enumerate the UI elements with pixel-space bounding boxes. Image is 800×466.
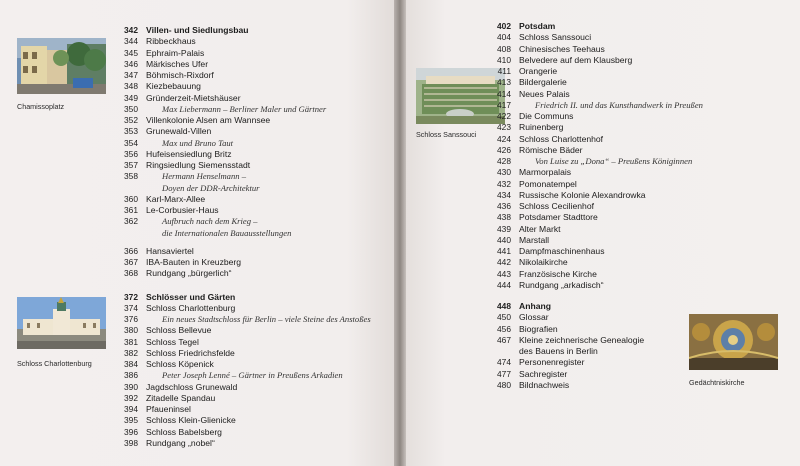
toc-page-number: 372 (124, 291, 138, 302)
toc-page-number: 342 (124, 25, 138, 35)
toc-title: Kiezbebauung (146, 81, 201, 92)
toc-page-number: 356 (124, 148, 138, 159)
toc-entry (477, 89, 800, 100)
toc-title: Aufbruch nach dem Krieg – (162, 216, 258, 227)
chamissoplatz-photo (17, 38, 106, 94)
toc-page-number: 414 (497, 88, 511, 99)
toc-entry (477, 335, 800, 346)
toc-title: Alter Markt (519, 223, 561, 234)
toc-title: Chinesisches Teehaus (519, 43, 605, 54)
toc-title: Gründerzeit-Mietshäuser (146, 92, 241, 103)
toc-title: Französische Kirche (519, 268, 597, 279)
toc-entry (104, 216, 394, 227)
toc-title: Schloss Sanssouci (519, 32, 592, 43)
toc-title: Nikolaikirche (519, 257, 568, 268)
toc-title: Bildnachweis (519, 379, 570, 390)
toc-entry (477, 246, 800, 257)
toc-title: Grunewald-Villen (146, 126, 212, 137)
toc-entry (104, 93, 394, 104)
toc-page-number: 422 (497, 111, 511, 121)
toc-title: Die Communs (519, 111, 574, 121)
toc-page-number: 428 (497, 156, 511, 166)
toc-entry (104, 370, 394, 381)
toc-title: Peter Joseph Lenné – Gärtner in Preußens Arkadien (162, 370, 343, 381)
toc-page-number: 386 (124, 370, 138, 381)
toc-page-number: 354 (124, 137, 138, 148)
toc-entry (104, 314, 394, 325)
toc-page-number: 424 (497, 133, 511, 144)
toc-entry (477, 324, 800, 335)
toc-entry (477, 100, 800, 111)
toc-title: Ephraim-Palais (146, 47, 205, 58)
toc-entry (477, 369, 800, 380)
toc-title: Anhang (519, 301, 551, 311)
toc-title: Schloss Charlottenburg (146, 302, 236, 313)
toc-title: des Bauens in Berlin (519, 346, 598, 356)
toc-title: Von Luise zu „Dona“ – Preußens Königinnen (535, 156, 693, 166)
toc-entry (104, 382, 394, 393)
toc-title: Schloss Tegel (146, 336, 199, 347)
toc-title: Rundgang „nobel“ (146, 437, 215, 448)
toc-page-number: 474 (497, 357, 511, 368)
toc-page-number: 411 (497, 66, 511, 76)
toc-entry (477, 167, 800, 178)
toc-page-number: 432 (497, 178, 511, 189)
toc-title: Marmorpalais (519, 167, 572, 178)
toc-title: Schloss Cecilienhof (519, 201, 594, 211)
toc-page-number: 345 (124, 47, 138, 58)
toc-page-number: 352 (124, 115, 138, 125)
toc-entry (477, 55, 800, 66)
toc-page-number: 408 (497, 43, 511, 54)
toc-entry (477, 301, 800, 312)
toc-title: Schloss Babelsberg (146, 426, 222, 437)
toc-page-number: 394 (124, 404, 138, 414)
toc-page-number: 450 (497, 312, 511, 323)
toc-title: Schlösser und Gärten (146, 291, 236, 302)
toc-entry (104, 48, 394, 59)
toc-title: Max Liebermann – Berliner Maler und Gärtner (162, 103, 327, 114)
toc-entry (477, 190, 800, 201)
toc-title: Hansaviertel (146, 245, 194, 256)
toc-page-number: 441 (497, 246, 511, 256)
chamissoplatz-caption: Chamissoplatz (17, 102, 65, 111)
toc-title: Kleine zeichnerische Genealogie (519, 334, 645, 345)
toc-title: Böhmisch-Rixdorf (146, 70, 214, 80)
toc-title: Max und Bruno Taut (162, 137, 234, 148)
toc-entry (104, 292, 394, 303)
toc-title: Villenkolonie Alsen am Wannsee (146, 115, 271, 125)
toc-page-number: 374 (124, 302, 138, 313)
toc-entry (477, 346, 800, 357)
toc-page-number: 349 (124, 92, 138, 103)
toc-title: Potsdam (519, 21, 556, 31)
toc-page-number: 442 (497, 257, 511, 268)
toc-entry (104, 183, 394, 194)
toc-page-number: 430 (497, 167, 511, 178)
toc-entry (477, 212, 800, 223)
toc-entry (104, 257, 394, 268)
toc-title: Personenregister (519, 357, 585, 368)
toc-entry (104, 268, 394, 279)
toc-entry (104, 404, 394, 415)
toc-page-number: 443 (497, 268, 511, 279)
toc-title: Ein neues Stadtschloss für Berlin – viele Steine des Anstoßes (162, 314, 371, 324)
toc-entry (104, 149, 394, 160)
toc-title: Schloss Bellevue (146, 325, 212, 336)
toc-page-number: 360 (124, 193, 138, 204)
toc-page-number: 366 (124, 245, 138, 256)
right-toc-list (477, 18, 800, 391)
toc-page-number: 353 (124, 126, 138, 137)
toc-entry (104, 194, 394, 205)
toc-entry (477, 312, 800, 323)
toc-entry (477, 280, 800, 291)
toc-page-number: 344 (124, 36, 138, 47)
toc-page-number: 376 (124, 314, 138, 324)
toc-page-number: 361 (124, 205, 138, 215)
toc-entry (104, 25, 394, 36)
toc-page-number: 467 (497, 334, 511, 345)
toc-entry (477, 122, 800, 133)
toc-page-number: 380 (124, 325, 138, 336)
toc-title: Le-Corbusier-Haus (146, 205, 219, 215)
toc-entry (104, 348, 394, 359)
toc-page-number: 384 (124, 359, 138, 369)
toc-entry (104, 59, 394, 70)
toc-entry (104, 393, 394, 404)
toc-entry (104, 81, 394, 92)
toc-page-number: 423 (497, 122, 511, 133)
toc-entry (104, 205, 394, 216)
toc-title: Belvedere auf dem Klausberg (519, 54, 633, 65)
toc-entry (477, 235, 800, 246)
toc-page-number: 346 (124, 58, 138, 69)
toc-page-number: 382 (124, 347, 138, 358)
toc-page-number: 390 (124, 381, 138, 392)
toc-entry (104, 70, 394, 81)
toc-entry (104, 359, 394, 370)
toc-title: Karl-Marx-Allee (146, 193, 206, 204)
toc-title: Rundgang „bürgerlich“ (146, 268, 232, 279)
toc-title: die Internationalen Bauausstellungen (162, 227, 292, 238)
toc-title: Pfaueninsel (146, 404, 191, 414)
toc-entry (104, 337, 394, 348)
toc-title: Dampfmaschinenhaus (519, 246, 605, 256)
toc-entry (104, 138, 394, 149)
toc-page-number: 439 (497, 223, 511, 234)
toc-entry (477, 32, 800, 43)
toc-entry (104, 115, 394, 126)
toc-title: Jagdschloss Grunewald (146, 381, 238, 392)
toc-title: Marstall (519, 234, 550, 245)
toc-page-number: 480 (497, 379, 511, 390)
right-page (406, 0, 800, 466)
toc-entry (104, 228, 394, 239)
toc-title: IBA-Bauten in Kreuzberg (146, 257, 242, 267)
toc-page-number: 398 (124, 437, 138, 448)
toc-title: Russische Kolonie Alexandrowka (519, 189, 646, 200)
toc-title: Zitadelle Spandau (146, 392, 216, 403)
toc-page-number: 436 (497, 201, 511, 211)
toc-page-number: 444 (497, 279, 511, 290)
toc-page-number: 367 (124, 257, 138, 267)
toc-title: Friedrich II. und das Kunsthandwerk in Preußen (535, 99, 703, 110)
toc-page-number: 395 (124, 415, 138, 426)
charlottenburg-caption: Schloss Charlottenburg (17, 359, 92, 368)
toc-page-number: 381 (124, 336, 138, 347)
toc-title: Sachregister (519, 368, 568, 379)
toc-title: Märkisches Ufer (146, 58, 209, 69)
toc-entry (477, 134, 800, 145)
toc-entry (477, 269, 800, 280)
toc-title: Doyen der DDR-Architektur (162, 182, 260, 193)
toc-entry (104, 126, 394, 137)
toc-title: Römische Bäder (519, 144, 583, 155)
toc-entry (477, 224, 800, 235)
toc-page-number: 357 (124, 160, 138, 170)
toc-entry (477, 156, 800, 167)
sanssouci-caption: Schloss Sanssouci (416, 130, 477, 139)
left-toc-list (104, 22, 394, 449)
toc-entry (104, 427, 394, 438)
toc-title: Villen- und Siedlungsbau (146, 25, 249, 35)
toc-entry (477, 21, 800, 32)
toc-entry (477, 44, 800, 55)
toc-entry (477, 77, 800, 88)
book-gutter (394, 0, 406, 466)
toc-page-number: 410 (497, 54, 511, 65)
toc-title: Schloss Köpenick (146, 359, 214, 369)
left-page (0, 0, 394, 466)
toc-page-number: 440 (497, 234, 511, 245)
gedaechtniskirche-caption: Gedächtniskirche (689, 378, 745, 387)
toc-page-number: 347 (124, 70, 138, 80)
toc-title: Rundgang „arkadisch“ (519, 279, 604, 290)
toc-title: Schloss Klein-Glienicke (146, 415, 236, 426)
toc-entry (104, 160, 394, 171)
toc-title: Schloss Friedrichsfelde (146, 347, 235, 358)
toc-title: Hufeisensiedlung Britz (146, 148, 232, 159)
toc-entry (477, 257, 800, 268)
toc-page-number: 417 (497, 99, 511, 110)
toc-title: Glossar (519, 312, 549, 323)
toc-entry (104, 104, 394, 115)
toc-page-number: 426 (497, 144, 511, 155)
toc-title: Schloss Charlottenhof (519, 133, 604, 144)
toc-entry (477, 111, 800, 122)
toc-page-number: 348 (124, 81, 138, 92)
toc-entry (477, 145, 800, 156)
toc-entry (104, 438, 394, 449)
toc-page-number: 413 (497, 77, 511, 88)
toc-page-number: 456 (497, 323, 511, 334)
toc-entry (477, 380, 800, 391)
toc-page-number: 350 (124, 103, 138, 114)
toc-entry (104, 325, 394, 336)
toc-title: Neues Palais (519, 88, 570, 99)
toc-entry (104, 171, 394, 182)
toc-title: Pomonatempel (519, 178, 577, 189)
toc-entry (477, 179, 800, 190)
toc-page-number: 402 (497, 21, 511, 31)
toc-page-number: 438 (497, 212, 511, 223)
toc-entry (477, 201, 800, 212)
toc-title: Ruinenberg (519, 122, 564, 133)
toc-title: Ringsiedlung Siemensstadt (146, 160, 251, 170)
toc-entry (477, 357, 800, 368)
toc-page-number: 477 (497, 368, 511, 379)
toc-title: Ribbeckhaus (146, 36, 196, 47)
toc-page-number: 396 (124, 426, 138, 437)
toc-page-number: 358 (124, 171, 138, 182)
toc-title: Biografien (519, 323, 558, 334)
toc-title: Hermann Henselmann – (162, 171, 247, 182)
toc-page-number: 368 (124, 268, 138, 279)
toc-title: Orangerie (519, 66, 558, 76)
toc-entry (104, 36, 394, 47)
toc-entry (104, 303, 394, 314)
charlottenburg-photo (17, 297, 106, 349)
toc-page-number: 448 (497, 301, 511, 311)
toc-entry (104, 246, 394, 257)
toc-title: Bildergalerie (519, 77, 567, 88)
toc-page-number: 392 (124, 392, 138, 403)
toc-title: Potsdamer Stadttore (519, 212, 598, 223)
toc-page-number: 362 (124, 216, 138, 227)
toc-entry (104, 415, 394, 426)
toc-page-number: 404 (497, 32, 511, 43)
toc-page-number: 434 (497, 189, 511, 200)
toc-entry (477, 66, 800, 77)
